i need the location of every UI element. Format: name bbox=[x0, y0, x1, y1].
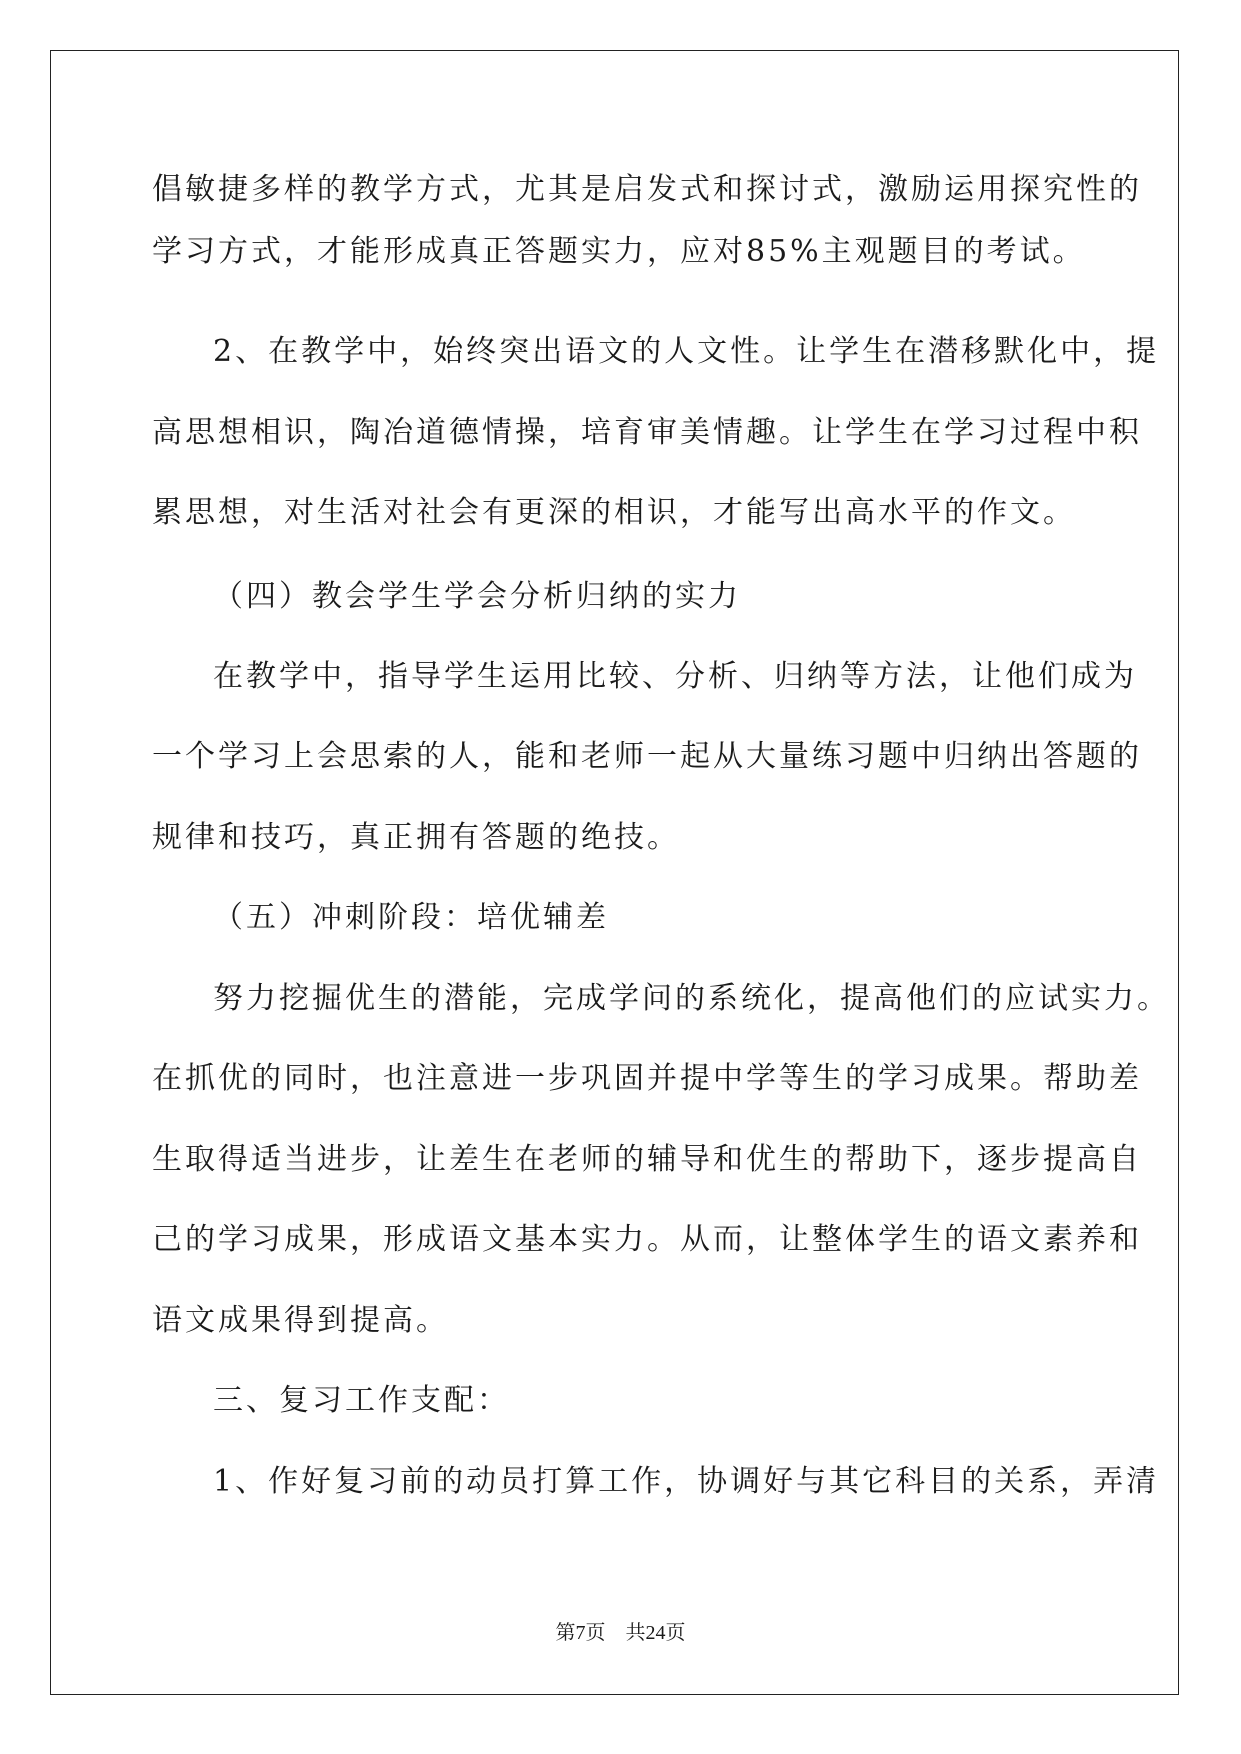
page-number-current: 第7页 bbox=[555, 1622, 606, 1644]
section-heading: （四）教会学生学会分析归纳的实力 bbox=[213, 579, 741, 614]
text-line: 高思想相识，陶冶道德情操，培育审美情趣。让学生在学习过程中积 bbox=[152, 415, 1142, 450]
text-line: 一个学习上会思索的人，能和老师一起从大量练习题中归纳出答题的 bbox=[152, 739, 1142, 774]
text-line: 语文成果得到提高。 bbox=[152, 1303, 449, 1338]
text-line: 倡敏捷多样的教学方式，尤其是启发式和探讨式，激励运用探究性的 bbox=[152, 172, 1142, 207]
text-line: 规律和技巧，真正拥有答题的绝技。 bbox=[152, 820, 680, 855]
page-footer bbox=[0, 1621, 1241, 1645]
section-heading: （五）冲刺阶段：培优辅差 bbox=[213, 900, 609, 935]
text-line: 努力挖掘优生的潜能，完成学问的系统化，提高他们的应试实力。 bbox=[213, 981, 1170, 1016]
text-line: 1、作好复习前的动员打算工作，协调好与其它科目的关系，弄清 bbox=[213, 1464, 1160, 1499]
text-line: 2、在教学中，始终突出语文的人文性。让学生在潜移默化中，提 bbox=[213, 334, 1160, 369]
text-line: 学习方式，才能形成真正答题实力，应对85%主观题目的考试。 bbox=[152, 234, 1086, 269]
page-border bbox=[50, 50, 1179, 1695]
section-heading: 三、复习工作支配： bbox=[213, 1383, 510, 1418]
page-number-total: 共24页 bbox=[625, 1622, 686, 1644]
text-line: 生取得适当进步，让差生在老师的辅导和优生的帮助下，逐步提高自 bbox=[152, 1142, 1142, 1177]
text-line: 在教学中，指导学生运用比较、分析、归纳等方法，让他们成为 bbox=[213, 659, 1137, 694]
text-line: 在抓优的同时，也注意进一步巩固并提中学等生的学习成果。帮助差 bbox=[152, 1061, 1142, 1096]
text-line: 累思想，对生活对社会有更深的相识，才能写出高水平的作文。 bbox=[152, 495, 1076, 530]
text-line: 己的学习成果，形成语文基本实力。从而，让整体学生的语文素养和 bbox=[152, 1222, 1142, 1257]
